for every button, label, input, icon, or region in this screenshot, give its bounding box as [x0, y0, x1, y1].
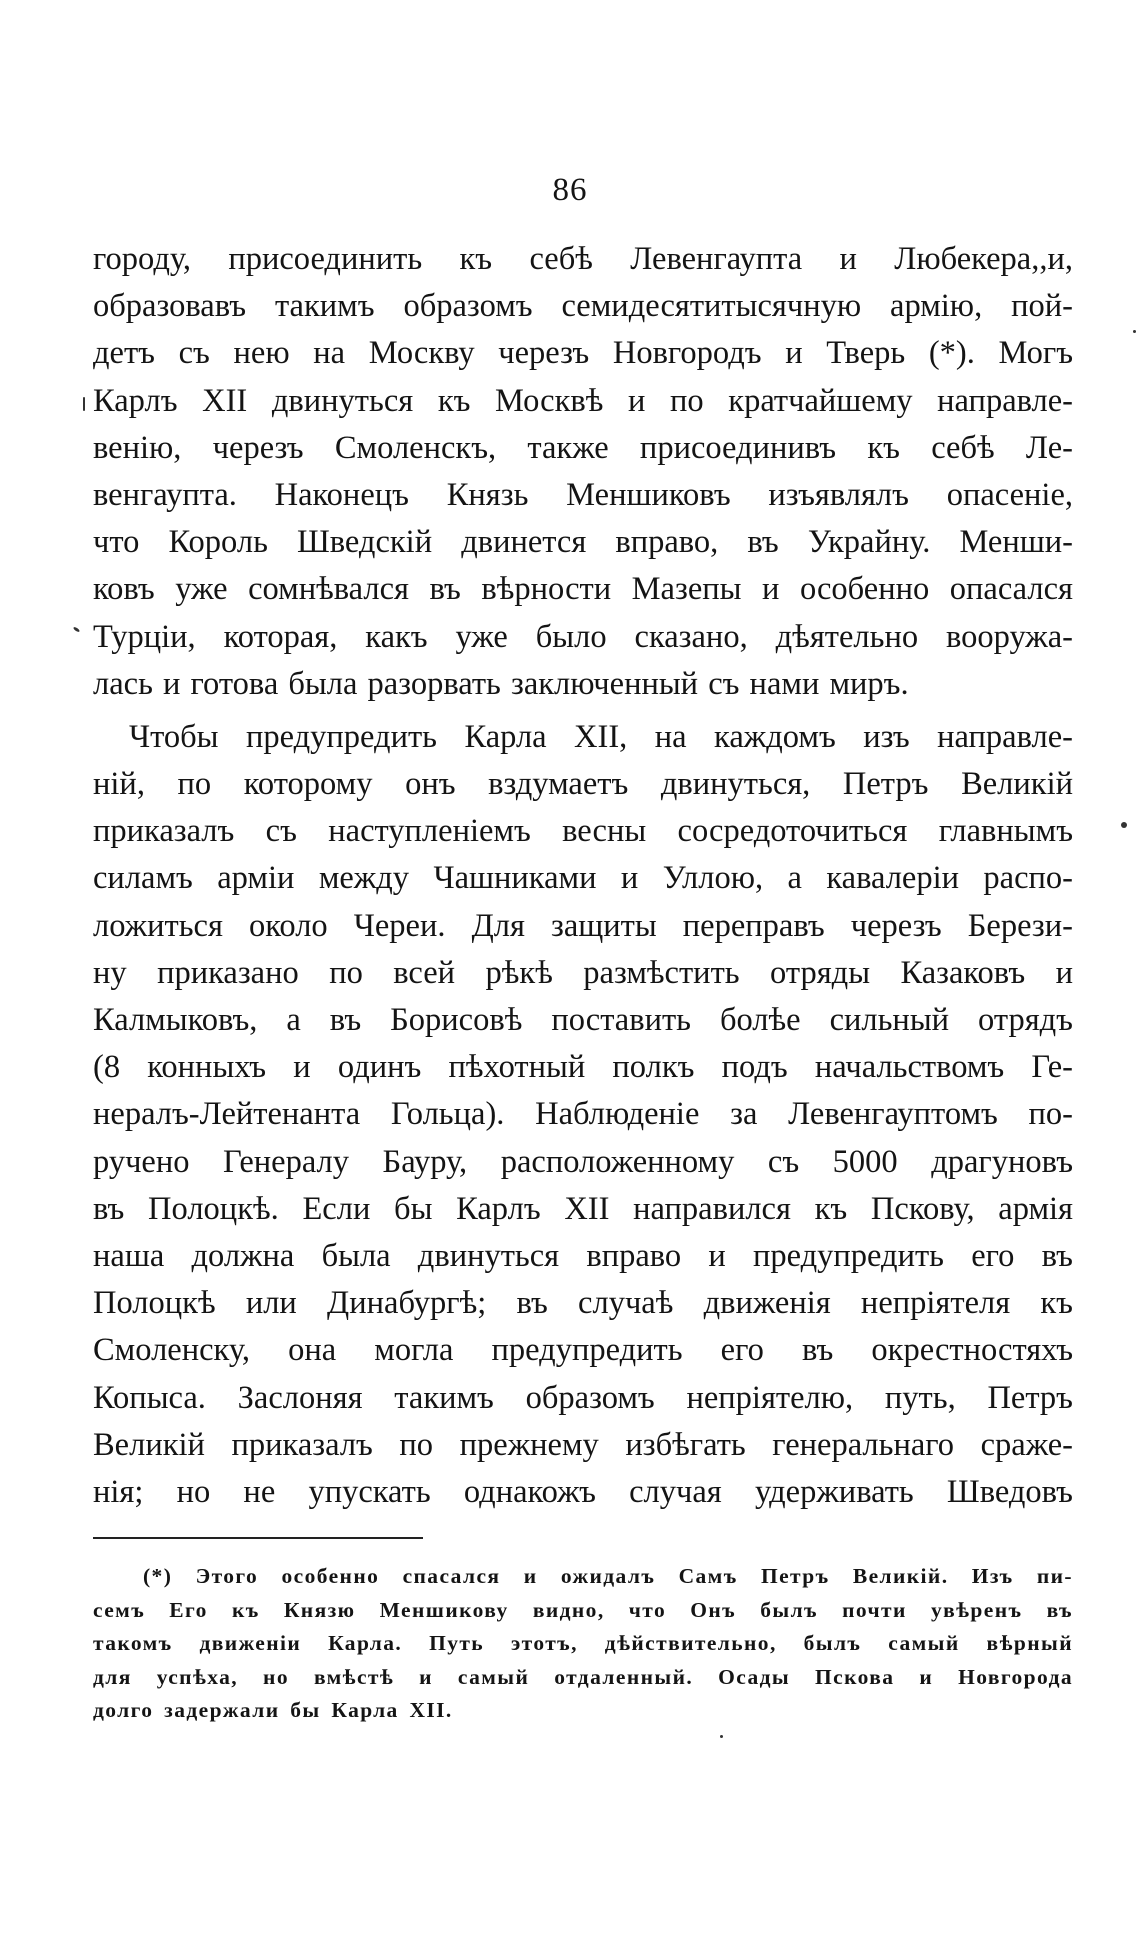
- ink-speck: [720, 1735, 723, 1738]
- ink-speck: [73, 626, 80, 632]
- text-line: Смоленску, она могла предупредить его въ окрестностяхъ: [93, 1332, 1073, 1369]
- text-line: нералъ-Лейтенанта Гольца). Наблюденіе за Левенгауптомъ по-: [93, 1096, 1073, 1133]
- text-line: ну приказано по всей рѣкѣ размѣстить отряды Казаковъ и: [93, 954, 1073, 991]
- page-number: 86: [552, 172, 588, 208]
- text-line: Великій приказалъ по прежнему избѣгать генеральнаго сраже-: [93, 1426, 1073, 1463]
- text-line: ній, по которому онъ вздумаетъ двинуться, Петръ Великій: [93, 766, 1073, 803]
- text-line: Копыса. Заслоняя такимъ образомъ непріятелю, путь, Петръ: [93, 1379, 1073, 1416]
- text-line: ковъ уже сомнѣвался въ вѣрности Мазепы и особенно опасался: [93, 571, 1073, 608]
- ink-speck: [83, 397, 85, 411]
- text-line: наша должна была двинуться вправо и предупредить его въ: [93, 1237, 1073, 1274]
- text-line: венгаупта. Наконецъ Князь Меншиковъ изъявлялъ опасеніе,: [93, 476, 1073, 513]
- footnote-line: долго задержали бы Карла XII.: [93, 1698, 453, 1722]
- paragraph-2: [93, 714, 1073, 1516]
- text-line: Карлъ XII двинуться къ Москвѣ и по кратчайшему направле-: [93, 382, 1073, 419]
- text-line: приказалъ съ наступленіемъ весны сосредоточиться главнымъ: [93, 813, 1073, 850]
- ink-speck: [1121, 822, 1127, 828]
- text-line: Чтобы предупредить Карла XII, на каждомъ изъ направле-: [129, 718, 1073, 755]
- footnote-line: для успѣха, но вмѣстѣ и самый отдаленный. Осады Пскова и Новгорода: [93, 1664, 1073, 1689]
- text-line: что Король Шведскій двинется вправо, въ Украйну. Менши-: [93, 524, 1073, 561]
- paragraph-1: [93, 236, 1073, 708]
- text-line: ложиться около Череи. Для защиты переправъ черезъ Берези-: [93, 907, 1073, 944]
- text-line: ручено Генералу Бауру, расположенному съ 5000 драгуновъ: [93, 1143, 1073, 1180]
- text-line: образовавъ такимъ образомъ семидесятитысячную армію, пой-: [93, 288, 1073, 325]
- main-text: [93, 236, 1073, 1516]
- footnote-line: семъ Его къ Князю Меншикову видно, что Онъ былъ почти увѣренъ въ: [93, 1597, 1073, 1622]
- text-line: силамъ арміи между Чашниками и Уллою, а кавалеріи распо-: [93, 860, 1073, 897]
- footnote: [93, 1560, 1073, 1728]
- text-line: венію, черезъ Смоленскъ, также присоединивъ къ себѣ Ле-: [93, 429, 1073, 466]
- text-line: Полоцкѣ или Динабургѣ; въ случаѣ движенія непріятеля къ: [93, 1285, 1073, 1322]
- footnote-line: (*) Этого особенно спасался и ожидалъ Самъ Петръ Великій. Изъ пи-: [143, 1564, 1073, 1588]
- text-line: Калмыковъ, а въ Борисовѣ поставить болѣе сильный отрядъ: [93, 1002, 1073, 1038]
- text-line: нія; но не упускать однакожъ случая удерживать Шведовъ: [93, 1473, 1073, 1510]
- footnote-line: такомъ движеніи Карла. Путь этотъ, дѣйствительно, былъ самый вѣрный: [93, 1631, 1073, 1655]
- ink-speck: [1133, 330, 1136, 333]
- text-line: (8 конныхъ и одинъ пѣхотный полкъ подъ начальствомъ Ге-: [93, 1049, 1073, 1086]
- text-line: лась и готова была разорвать заключенный съ нами миръ.: [93, 665, 909, 702]
- text-line: детъ съ нею на Москву черезъ Новгородъ и Тверь (*). Могъ: [93, 335, 1073, 372]
- text-line: Турціи, которая, какъ уже было сказано, дѣятельно вооружа-: [93, 618, 1073, 655]
- text-line: въ Полоцкѣ. Если бы Карлъ XII направился къ Пскову, армія: [93, 1190, 1073, 1227]
- footnote-divider: [93, 1537, 423, 1539]
- text-line: городу, присоединить къ себѣ Левенгаупта и Любекера,,и,: [93, 241, 1073, 277]
